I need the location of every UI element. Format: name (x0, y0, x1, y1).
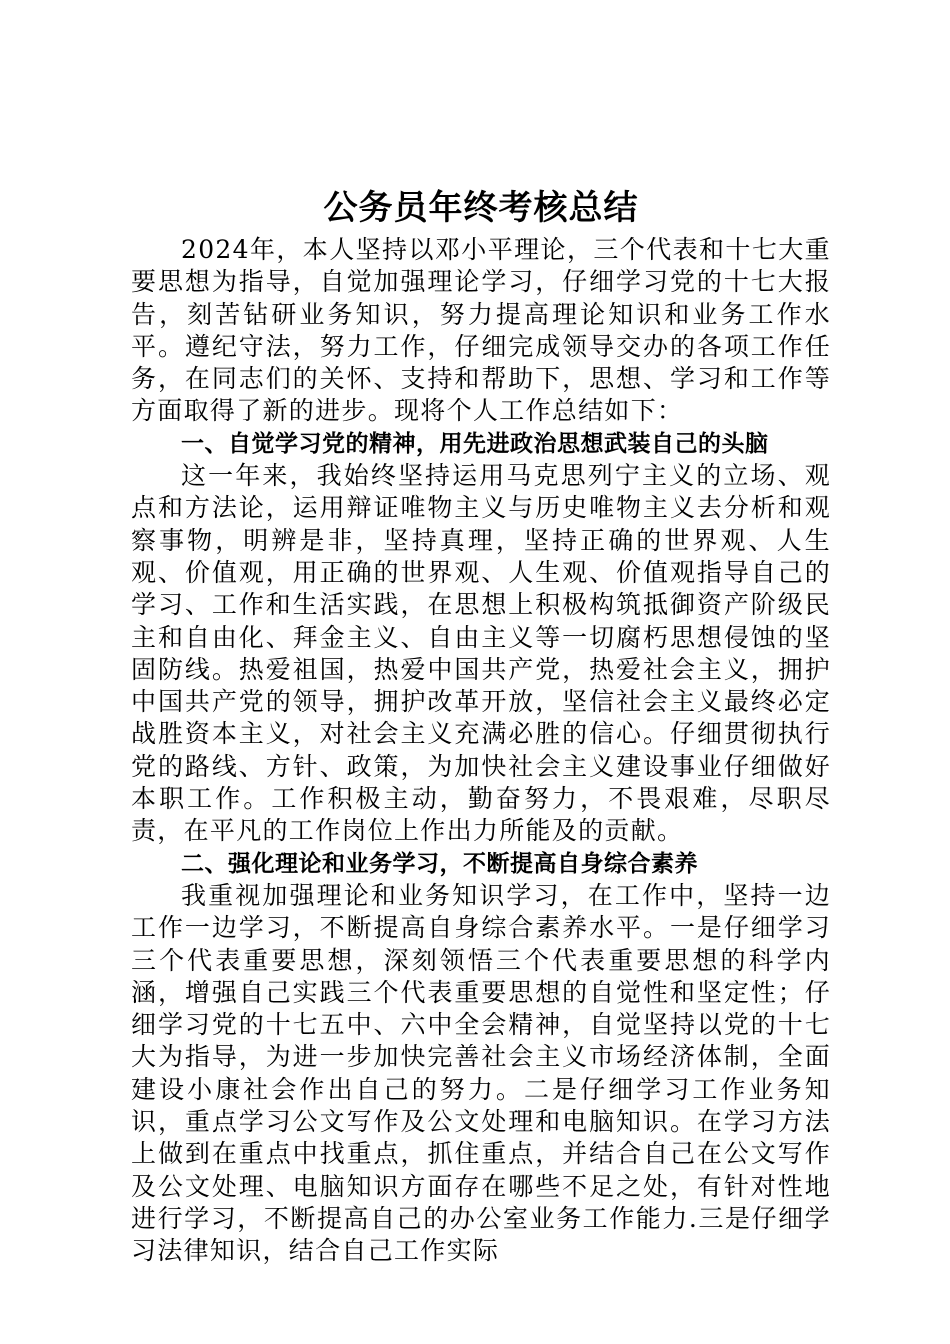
document-title: 公务员年终考核总结 (323, 188, 639, 228)
document-page (131, 182, 831, 1268)
section-heading-2: 二、强化理论和业务学习，不断提高自身综合素养 (181, 850, 698, 877)
section-body-1: 这一年来，我始终坚持运用马克思列宁主义的立场、观点和方法论，运用辩证唯物主义与历史唯物主义去分析和观察事物，明辨是非，坚持真理，坚持正确的世界观、人生观、价值观，用正确的世界观、人生观、价值观指导自己的学习、工作和生活实践，在思想上积极构筑抵御资产阶级民主和自由化、拜金主义、自由主义等一切腐朽思想侵蚀的坚固防线。热爱祖国，热爱中国共产党，热爱社会主义，拥护中国共产党的领导，拥护改革开放，坚信社会主义最终必定战胜资本主义，对社会主义充满必胜的信心。仔细贯彻执行党的路线、方针、政策，为加快社会主义建设事业仔细做好本职工作。工作积极主动，勤奋努力，不畏艰难，尽职尽责，在平凡的工作岗位上作出力所能及的贡献。 (131, 461, 831, 846)
section-body-2: 我重视加强理论和业务知识学习，在工作中，坚持一边工作一边学习，不断提高自身综合素养水平。一是仔细学习三个代表重要思想，深刻领悟三个代表重要思想的科学内涵，增强自己实践三个代表重要思想的自觉性和坚定性；仔细学习党的十七五中、六中全会精神，自觉坚持以党的十七大为指导，为进一步加快完善社会主义市场经济体制，全面建设小康社会作出自己的努力。二是仔细学习工作业务知识，重点学习公文写作及公文处理和电脑知识。在学习方法上做到在重点中找重点，抓住重点，并结合自己在公文写作及公文处理、电脑知识方面存在哪些不足之处，有针对性地进行学习，不断提高自己的办公室业务工作能力.三是仔细学习法律知识，结合自己工作实际 (131, 880, 831, 1266)
intro-paragraph: 2024年，本人坚持以邓小平理论，三个代表和十七大重要思想为指导，自觉加强理论学习，仔细学习党的十七大报告，刻苦钻研业务知识，努力提高理论知识和业务工作水平。遵纪守法，努力工作，仔细完成领导交办的各项工作任务，在同志们的关怀、支持和帮助下，思想、学习和工作等方面取得了新的进步。现将个人工作总结如下： (131, 235, 831, 426)
section-heading-1: 一、自觉学习党的精神，用先进政治思想武装自己的头脑 (181, 430, 769, 457)
